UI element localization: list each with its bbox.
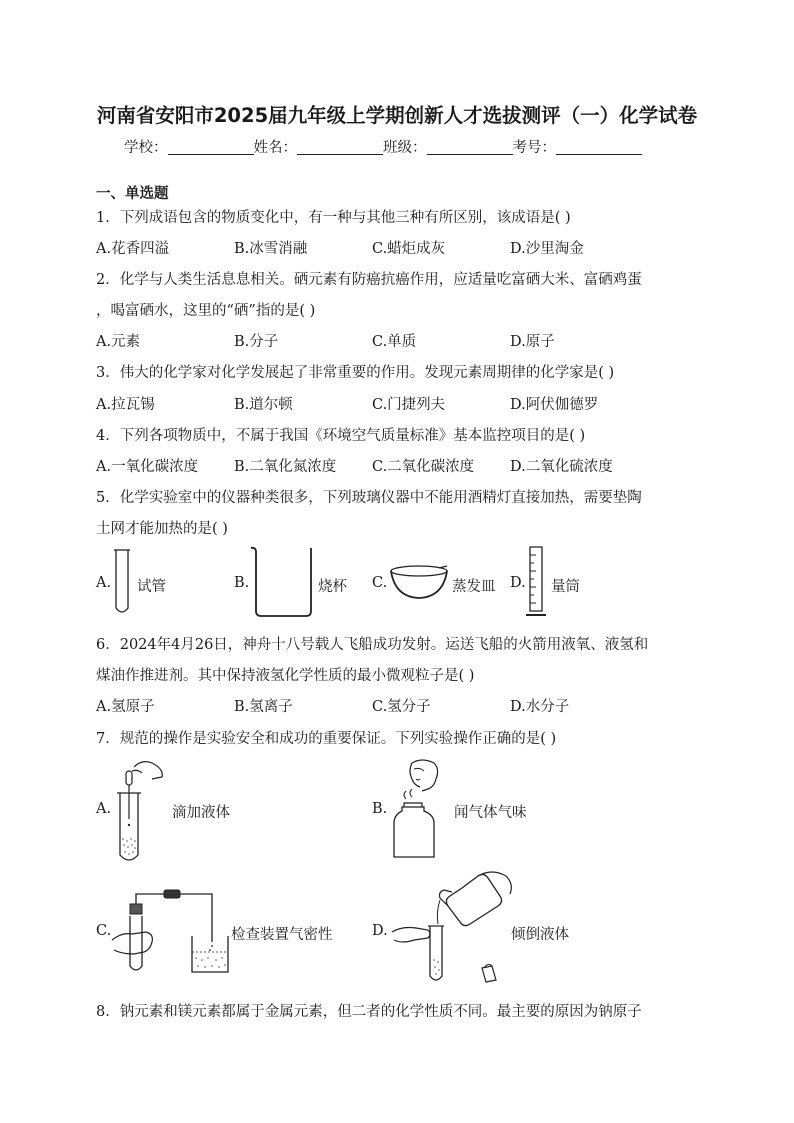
airtightness-check-apparatus-icon bbox=[108, 882, 230, 974]
exam-title: 河南省安阳市2025届九年级上学期创新人才选拔测评（一）化学试卷 bbox=[96, 104, 698, 127]
question-3-text: 3．伟大的化学家对化学发展起了非常重要的作用。发现元素周期律的化学家是( ) bbox=[96, 365, 615, 381]
question-7-option-c-label[interactable]: 检查装置气密性 bbox=[231, 927, 333, 943]
question-5-option-b-letter[interactable]: B. bbox=[234, 575, 250, 591]
question-1-option-a[interactable]: A.花香四溢 bbox=[96, 241, 170, 257]
question-5-option-c-letter[interactable]: C. bbox=[372, 575, 388, 591]
question-5-option-a-letter[interactable]: A. bbox=[96, 575, 112, 591]
question-6-option-d[interactable]: D.水分子 bbox=[510, 699, 570, 715]
beaker-icon bbox=[250, 545, 316, 619]
question-3-option-c[interactable]: C.门捷列夫 bbox=[372, 397, 446, 413]
question-3-option-d[interactable]: D.阿伏伽德罗 bbox=[510, 397, 599, 413]
question-4-option-d[interactable]: D.二氧化硫浓度 bbox=[510, 459, 613, 475]
question-1-option-c[interactable]: C.蜡炬成灰 bbox=[372, 241, 446, 257]
section-title: 一、单选题 bbox=[96, 186, 169, 202]
school-field[interactable] bbox=[168, 140, 254, 155]
number-label: 考号： bbox=[512, 140, 556, 156]
question-7-option-b-letter[interactable]: B. bbox=[372, 801, 388, 817]
question-1-text: 1．下列成语包含的物质变化中，有一种与其他三种有所区别，该成语是( ) bbox=[96, 210, 571, 226]
name-field[interactable] bbox=[297, 140, 383, 155]
question-5-option-c-label[interactable]: 蒸发皿 bbox=[452, 579, 496, 595]
question-2-text-line-1: 2．化学与人类生活息息相关。硒元素有防癌抗癌作用，应适量吃富硒大米、富硒鸡蛋 bbox=[96, 272, 642, 288]
question-6-option-a[interactable]: A.氢原子 bbox=[96, 699, 155, 715]
question-6-text-line-1: 6．2024年4月26日，神舟十八号载人飞船成功发射。运送飞船的火箭用液氧、液氢和 bbox=[96, 637, 649, 653]
question-7-option-a-label[interactable]: 滴加液体 bbox=[172, 805, 230, 821]
question-2-option-a[interactable]: A.元素 bbox=[96, 334, 141, 350]
evaporating-dish-icon bbox=[389, 563, 449, 601]
question-6-text-line-2: 煤油作推进剂。其中保持液氢化学性质的最小微观粒子是( ) bbox=[96, 668, 475, 684]
question-6-option-b[interactable]: B.氢离子 bbox=[234, 699, 293, 715]
class-label: 班级： bbox=[383, 140, 427, 156]
dropper-adding-liquid-icon bbox=[112, 757, 172, 865]
question-4-text: 4．下列各项物质中，不属于我国《环境空气质量标准》基本监控项目的是( ) bbox=[96, 428, 586, 444]
question-7-option-b-label[interactable]: 闻气体气味 bbox=[454, 805, 527, 821]
question-5-text-line-2: 土网才能加热的是( ) bbox=[96, 521, 228, 537]
question-6-option-c[interactable]: C.氢分子 bbox=[372, 699, 431, 715]
question-5-option-d-letter[interactable]: D. bbox=[510, 575, 526, 591]
question-2-option-b[interactable]: B.分子 bbox=[234, 334, 279, 350]
question-4-option-c[interactable]: C.二氧化碳浓度 bbox=[372, 459, 475, 475]
question-5-text-line-1: 5．化学实验室中的仪器种类很多，下列玻璃仪器中不能用酒精灯直接加热，需要垫陶 bbox=[96, 490, 642, 506]
question-7-option-a-letter[interactable]: A. bbox=[96, 801, 112, 817]
student-info-line bbox=[124, 136, 642, 157]
question-7-option-d-label[interactable]: 倾倒液体 bbox=[511, 927, 569, 943]
question-5-option-d-label[interactable]: 量筒 bbox=[551, 579, 580, 595]
question-2-text-line-2: ，喝富硒水，这里的“硒”指的是( ) bbox=[96, 303, 316, 319]
school-label: 学校： bbox=[124, 140, 168, 156]
question-4-option-a[interactable]: A.一氧化碳浓度 bbox=[96, 459, 199, 475]
smelling-gas-icon bbox=[392, 757, 450, 861]
test-tube-icon bbox=[113, 548, 131, 618]
question-5-option-a-label[interactable]: 试管 bbox=[137, 579, 166, 595]
question-3-option-b[interactable]: B.道尔顿 bbox=[234, 397, 293, 413]
question-3-option-a[interactable]: A.拉瓦锡 bbox=[96, 397, 155, 413]
question-1-option-b[interactable]: B.冰雪消融 bbox=[234, 241, 308, 257]
graduated-cylinder-icon bbox=[526, 545, 546, 619]
question-7-option-d-letter[interactable]: D. bbox=[372, 923, 388, 939]
question-1-option-d[interactable]: D.沙里淘金 bbox=[510, 241, 584, 257]
question-5-option-b-label[interactable]: 烧杯 bbox=[318, 579, 347, 595]
question-7-text: 7．规范的操作是实验安全和成功的重要保证。下列实验操作正确的是( ) bbox=[96, 731, 557, 747]
question-7-option-c-letter[interactable]: C. bbox=[96, 923, 112, 939]
question-8-text: 8．钠元素和镁元素都属于金属元素，但二者的化学性质不同。最主要的原因为钠原子 bbox=[96, 1004, 642, 1020]
pouring-liquid-icon bbox=[392, 870, 516, 986]
class-field[interactable] bbox=[427, 140, 513, 155]
question-4-option-b[interactable]: B.二氧化氮浓度 bbox=[234, 459, 337, 475]
question-2-option-c[interactable]: C.单质 bbox=[372, 334, 417, 350]
name-label: 姓名： bbox=[253, 140, 297, 156]
number-field[interactable] bbox=[556, 140, 642, 155]
question-2-option-d[interactable]: D.原子 bbox=[510, 334, 555, 350]
